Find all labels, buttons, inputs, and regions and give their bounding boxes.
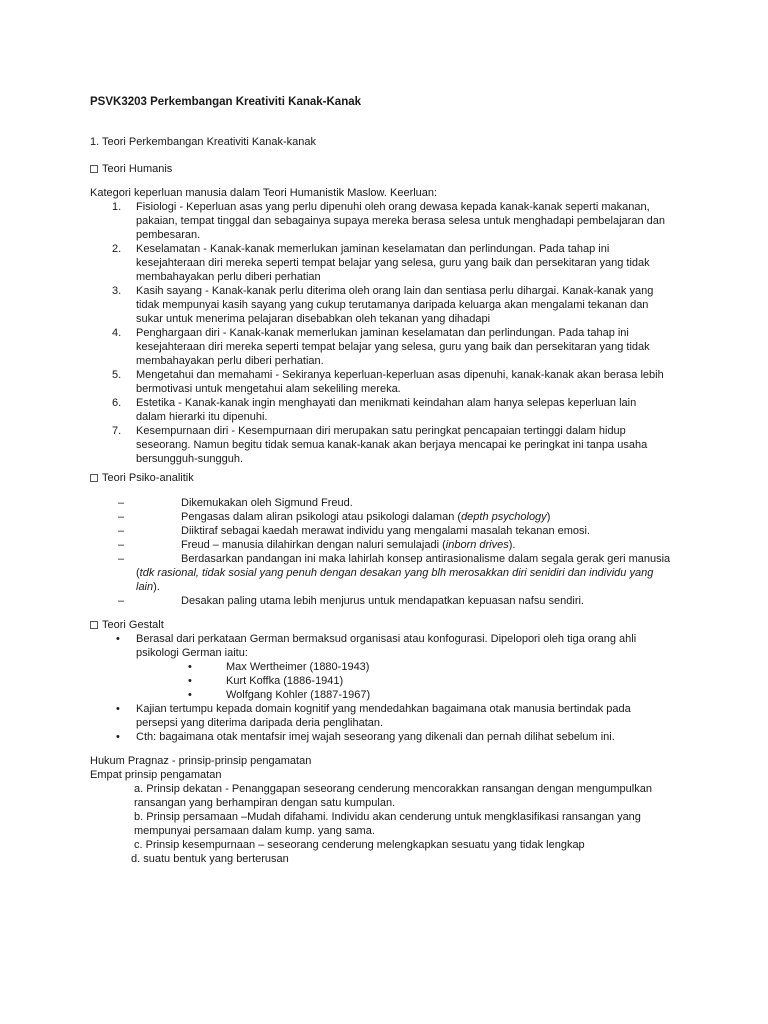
- list-number: 3.: [112, 285, 122, 297]
- psiko-item-text: ).: [153, 581, 160, 593]
- gestalt-item-cont: persepsi yang diterima daripada deria penglihatan.: [136, 717, 384, 729]
- psiko-item-term: inborn drives: [445, 539, 509, 551]
- psiko-item: [181, 510, 550, 524]
- list-item-cont: pakaian, tempat tinggal dan sebagainya supaya mereka berasa selesa untuk menghadapi pembelajaran dan: [136, 215, 665, 227]
- list-item-cont: sukar untuk menerima pelajaran disebabkan oleh tekanan yang dihadapi: [136, 313, 491, 325]
- bullet-icon: •: [116, 731, 120, 743]
- dash-marker: –: [118, 497, 125, 509]
- humanis-heading-text: Teori Humanis: [102, 163, 173, 175]
- gestalt-person: Wolfgang Kohler (1887-1967): [226, 689, 371, 701]
- list-item-cont: membahayakan perlu diberi perhatian: [136, 271, 321, 283]
- psiko-item: Dikemukakan oleh Sigmund Freud.: [181, 497, 353, 509]
- psiko-item-text: Freud – manusia dilahirkan dengan naluri semulajadi (: [181, 539, 446, 551]
- psiko-item: Diiktiraf sebagai kaedah merawat individu yang mengalami masalah tekanan emosi.: [181, 525, 591, 537]
- dash-marker: –: [118, 595, 125, 607]
- bullet-icon: •: [116, 633, 120, 645]
- list-item: Penghargaan diri - Kanak-kanak memerlukan jaminan keselamatan dan perlindungan. Pada tahap ini: [136, 327, 629, 339]
- gestalt-person: Max Wertheimer (1880-1943): [226, 661, 370, 673]
- psiko-item-cont: [136, 566, 653, 580]
- section-heading: 1. Teori Perkembangan Kreativiti Kanak-kanak: [90, 136, 317, 148]
- dash-marker: –: [118, 525, 125, 537]
- checkbox-icon: [90, 474, 98, 482]
- bullet-icon: •: [188, 689, 192, 701]
- psiko-item-text: ): [546, 511, 551, 523]
- psiko-item-term: depth psychology: [461, 511, 547, 523]
- psiko-item-text: ).: [508, 539, 516, 551]
- psiko-heading: [90, 471, 194, 485]
- pragnaz-heading: Hukum Pragnaz - prinsip-prinsip pengamatan: [90, 755, 312, 767]
- gestalt-item-cont: psikologi German iaitu:: [136, 647, 248, 659]
- dash-marker: –: [118, 539, 125, 551]
- list-number: 2.: [112, 243, 122, 255]
- list-item: Estetika - Kanak-kanak ingin menghayati dan menikmati keindahan alam hanya selepas keperluan lain: [136, 397, 637, 409]
- psiko-heading-text: Teori Psiko-analitik: [102, 472, 194, 484]
- gestalt-item: Kajian tertumpu kepada domain kognitif yang mendedahkan bagaimana otak manusia bertindak pada: [136, 703, 631, 715]
- dash-marker: –: [118, 511, 125, 523]
- dash-marker: –: [118, 553, 125, 565]
- psiko-item-text: (: [136, 567, 140, 579]
- list-item-cont: bermotivasi untuk mengetahui alam sekeliling mereka.: [136, 383, 401, 395]
- bullet-icon: •: [188, 661, 192, 673]
- gestalt-item: Berasal dari perkataan German bermaksud organisasi atau konfogurasi. Dipelopori oleh tiga orang ahli: [136, 633, 637, 645]
- list-item-cont: pembesaran.: [136, 229, 201, 241]
- bullet-icon: •: [116, 703, 120, 715]
- list-item-cont: dalam hierarki itu dipenuhi.: [136, 411, 268, 423]
- list-item: Keselamatan - Kanak-kanak memerlukan jaminan keselamatan dan perlindungan. Pada tahap ini: [136, 243, 610, 255]
- pragnaz-item-cont: ransangan yang berhampiran dengan satu kumpulan.: [134, 797, 396, 809]
- gestalt-person: Kurt Koffka (1886-1941): [226, 675, 344, 687]
- list-number: 6.: [112, 397, 122, 409]
- gestalt-heading: [90, 618, 164, 632]
- list-number: 7.: [112, 425, 122, 437]
- psiko-item: Berdasarkan pandangan ini maka lahirlah konsep antirasionalisme dalam segala gerak geri manusia: [181, 553, 671, 565]
- list-item-cont: kesejahteraan diri mereka seperti tempat belajar yang selesa, guru yang baik dan persekitaran yang tidak: [136, 257, 650, 269]
- humanis-intro: Kategori keperluan manusia dalam Teori Humanistik Maslow. Keerluan:: [90, 187, 438, 199]
- bullet-icon: •: [188, 675, 192, 687]
- psiko-item: Desakan paling utama lebih menjurus untuk mendapatkan kepuasan nafsu sendiri.: [181, 595, 584, 607]
- list-item-cont: tidak mempunyai kasih sayang yang cukup terutamanya daripada keluarga akan mengalami tekanan dan: [136, 299, 649, 311]
- psiko-item-text: Pengasas dalam aliran psikologi atau psikologi dalaman (: [181, 511, 462, 523]
- list-item-cont: membahayakan perlu diberi perhatian.: [136, 355, 324, 367]
- pragnaz-item: b. Prinsip persamaan –Mudah difahami. Individu akan cenderung untuk mengklasifikasi ransangan yang: [134, 811, 641, 823]
- pragnaz-subheading: Empat prinsip pengamatan: [90, 769, 222, 781]
- psiko-item-cont: [136, 580, 160, 594]
- list-item-cont: seseorang. Namun begitu tidak semua kanak-kanak akan berjaya mencapai ke peringkat ini tanpa usaha: [136, 439, 648, 451]
- pragnaz-item-cont: mempunyai persamaan dalam kump. yang sama.: [134, 825, 375, 837]
- pragnaz-item: c. Prinsip kesempurnaan – seseorang cenderung melengkapkan sesuatu yang tidak lengkap: [134, 839, 585, 851]
- list-item: Fisiologi - Keperluan asas yang perlu dipenuhi oleh orang dewasa kepada kanak-kanak seperti makanan,: [136, 201, 650, 213]
- psiko-item-term: lain: [136, 581, 154, 593]
- pragnaz-item: a. Prinsip dekatan - Penanggapan seseorang cenderung mencorakkan ransangan dengan mengumpulkan: [134, 783, 652, 795]
- gestalt-heading-text: Teori Gestalt: [102, 619, 164, 631]
- gestalt-item: Cth: bagaimana otak mentafsir imej wajah seseorang yang dikenali dan pernah dilihat sebelum ini.: [136, 731, 615, 743]
- checkbox-icon: [90, 165, 98, 173]
- pragnaz-item: d. suatu bentuk yang berterusan: [131, 853, 289, 865]
- psiko-item-term: tdk rasional, tidak sosial yang penuh dengan desakan yang blh merosakkan diri senidiri dan individu yang: [139, 567, 654, 579]
- list-number: 4.: [112, 327, 122, 339]
- humanis-heading: [90, 162, 172, 176]
- list-number: 5.: [112, 369, 122, 381]
- list-item-cont: bersungguh-sungguh.: [136, 453, 244, 465]
- list-item: Mengetahui dan memahami - Sekiranya keperluan-keperluan asas dipenuhi, kanak-kanak akan berasa lebih: [136, 369, 664, 381]
- document-title: PSVK3203 Perkembangan Kreativiti Kanak-Kanak: [90, 96, 362, 108]
- list-number: 1.: [112, 201, 122, 213]
- psiko-item: [181, 538, 515, 552]
- list-item: Kasih sayang - Kanak-kanak perlu diterima oleh orang lain dan sentiasa perlu dihargai. Kanak-kanak yang: [136, 285, 654, 297]
- list-item-cont: kesejahteraan diri mereka seperti tempat belajar yang selesa, guru yang baik dan persekitaran yang tidak: [136, 341, 650, 353]
- list-item: Kesempurnaan diri - Kesempurnaan diri merupakan satu peringkat pencapaian tertinggi dalam hidup: [136, 425, 626, 437]
- checkbox-icon: [90, 621, 98, 629]
